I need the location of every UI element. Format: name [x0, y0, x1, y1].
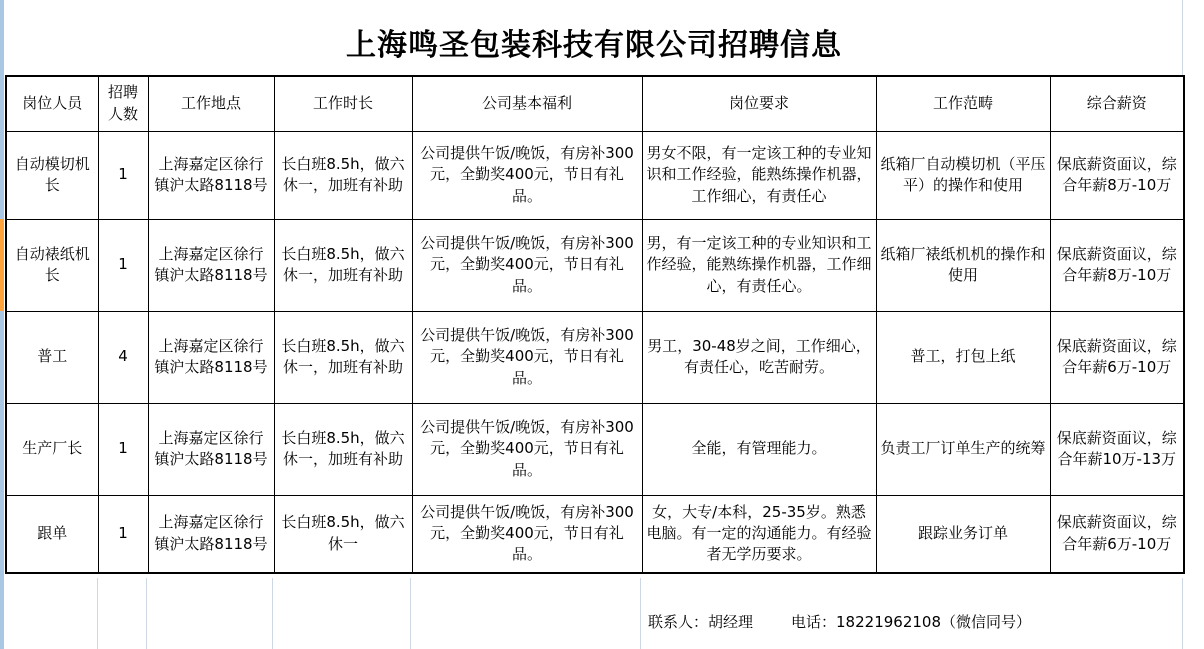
contact-phone: 电话：18221962108（微信同号） [791, 613, 1031, 631]
table-row [6, 311, 1184, 403]
cell-location[interactable]: 上海嘉定区徐行镇沪太路8118号 [148, 403, 274, 495]
column-header-salary[interactable]: 综合薪资 [1050, 76, 1184, 131]
cell-position[interactable]: 生产厂长 [6, 403, 98, 495]
table-row [6, 495, 1184, 573]
row-highlight-stripe [0, 219, 4, 311]
cell-salary[interactable]: 保底薪资面议，综合年薪8万-10万 [1050, 131, 1184, 219]
cell-scope[interactable]: 负责工厂订单生产的统筹 [876, 403, 1050, 495]
gridline [1182, 578, 1183, 649]
table-row [6, 403, 1184, 495]
cell-hours[interactable]: 长白班8.5h，做六休一，加班有补助 [274, 403, 412, 495]
cell-location[interactable]: 上海嘉定区徐行镇沪太路8118号 [148, 219, 274, 311]
cell-headcount[interactable]: 1 [98, 131, 148, 219]
header-row [6, 76, 1184, 131]
recruitment-table [5, 75, 1185, 574]
cell-benefits[interactable]: 公司提供午饭/晚饭，有房补300元，全勤奖400元，节日有礼品。 [412, 495, 642, 573]
cell-headcount[interactable]: 1 [98, 495, 148, 573]
cell-hours[interactable]: 长白班8.5h，做六休一 [274, 495, 412, 573]
page-title: 上海鸣圣包装科技有限公司招聘信息 [346, 28, 842, 63]
cell-requirements[interactable]: 女，大专/本科，25-35岁。熟悉电脑。有一定的沟通能力。有经验者无学历要求。 [642, 495, 876, 573]
gridline [272, 578, 273, 649]
contact-person: 联系人：胡经理 [648, 613, 754, 631]
cell-salary[interactable]: 保底薪资面议，综合年薪10万-13万 [1050, 403, 1184, 495]
table-row [6, 219, 1184, 311]
cell-hours[interactable]: 长白班8.5h，做六休一，加班有补助 [274, 131, 412, 219]
cell-salary[interactable]: 保底薪资面议，综合年薪6万-10万 [1050, 311, 1184, 403]
cell-position[interactable]: 普工 [6, 311, 98, 403]
cell-location[interactable]: 上海嘉定区徐行镇沪太路8118号 [148, 495, 274, 573]
column-header-headcount[interactable]: 招聘人数 [98, 76, 148, 131]
column-header-hours[interactable]: 工作时长 [274, 76, 412, 131]
column-header-scope[interactable]: 工作范畴 [876, 76, 1050, 131]
cell-position[interactable]: 跟单 [6, 495, 98, 573]
column-header-requirements[interactable]: 岗位要求 [642, 76, 876, 131]
cell-location[interactable]: 上海嘉定区徐行镇沪太路8118号 [148, 311, 274, 403]
cell-salary[interactable]: 保底薪资面议，综合年薪6万-10万 [1050, 495, 1184, 573]
cell-benefits[interactable]: 公司提供午饭/晚饭，有房补300元，全勤奖400元，节日有礼品。 [412, 311, 642, 403]
pane-edge-stripe-bottom [0, 311, 4, 649]
cell-position[interactable]: 自动裱纸机长 [6, 219, 98, 311]
cell-salary[interactable]: 保底薪资面议，综合年薪8万-10万 [1050, 219, 1184, 311]
gridline [410, 578, 411, 649]
cell-hours[interactable]: 长白班8.5h，做六休一，加班有补助 [274, 311, 412, 403]
cell-headcount[interactable]: 1 [98, 403, 148, 495]
cell-hours[interactable]: 长白班8.5h，做六休一，加班有补助 [274, 219, 412, 311]
cell-scope[interactable]: 跟踪业务订单 [876, 495, 1050, 573]
column-header-benefits[interactable]: 公司基本福利 [412, 76, 642, 131]
table-row [6, 131, 1184, 219]
column-header-location[interactable]: 工作地点 [148, 76, 274, 131]
cell-requirements[interactable]: 男女不限，有一定该工种的专业知识和工作经验，能熟练操作机器，工作细心，有责任心 [642, 131, 876, 219]
cell-requirements[interactable]: 男，有一定该工种的专业知识和工作经验，能熟练操作机器，工作细心，有责任心。 [642, 219, 876, 311]
cell-benefits[interactable]: 公司提供午饭/晚饭，有房补300元，全勤奖400元，节日有礼品。 [412, 403, 642, 495]
cell-scope[interactable]: 普工，打包上纸 [876, 311, 1050, 403]
gridline [97, 578, 98, 649]
gridline [146, 578, 147, 649]
cell-position[interactable]: 自动模切机长 [6, 131, 98, 219]
cell-requirements[interactable]: 全能，有管理能力。 [642, 403, 876, 495]
cell-requirements[interactable]: 男工，30-48岁之间，工作细心，有责任心，吃苦耐劳。 [642, 311, 876, 403]
gridline [640, 578, 641, 649]
cell-benefits[interactable]: 公司提供午饭/晚饭，有房补300元，全勤奖400元，节日有礼品。 [412, 131, 642, 219]
column-header-position[interactable]: 岗位人员 [6, 76, 98, 131]
contact-info [648, 611, 1031, 632]
cell-location[interactable]: 上海嘉定区徐行镇沪太路8118号 [148, 131, 274, 219]
pane-edge-stripe-top [0, 0, 4, 219]
cell-scope[interactable]: 纸箱厂裱纸机机的操作和使用 [876, 219, 1050, 311]
cell-scope[interactable]: 纸箱厂自动模切机（平压平）的操作和使用 [876, 131, 1050, 219]
cell-headcount[interactable]: 1 [98, 219, 148, 311]
cell-benefits[interactable]: 公司提供午饭/晚饭，有房补300元，全勤奖400元，节日有礼品。 [412, 219, 642, 311]
cell-headcount[interactable]: 4 [98, 311, 148, 403]
